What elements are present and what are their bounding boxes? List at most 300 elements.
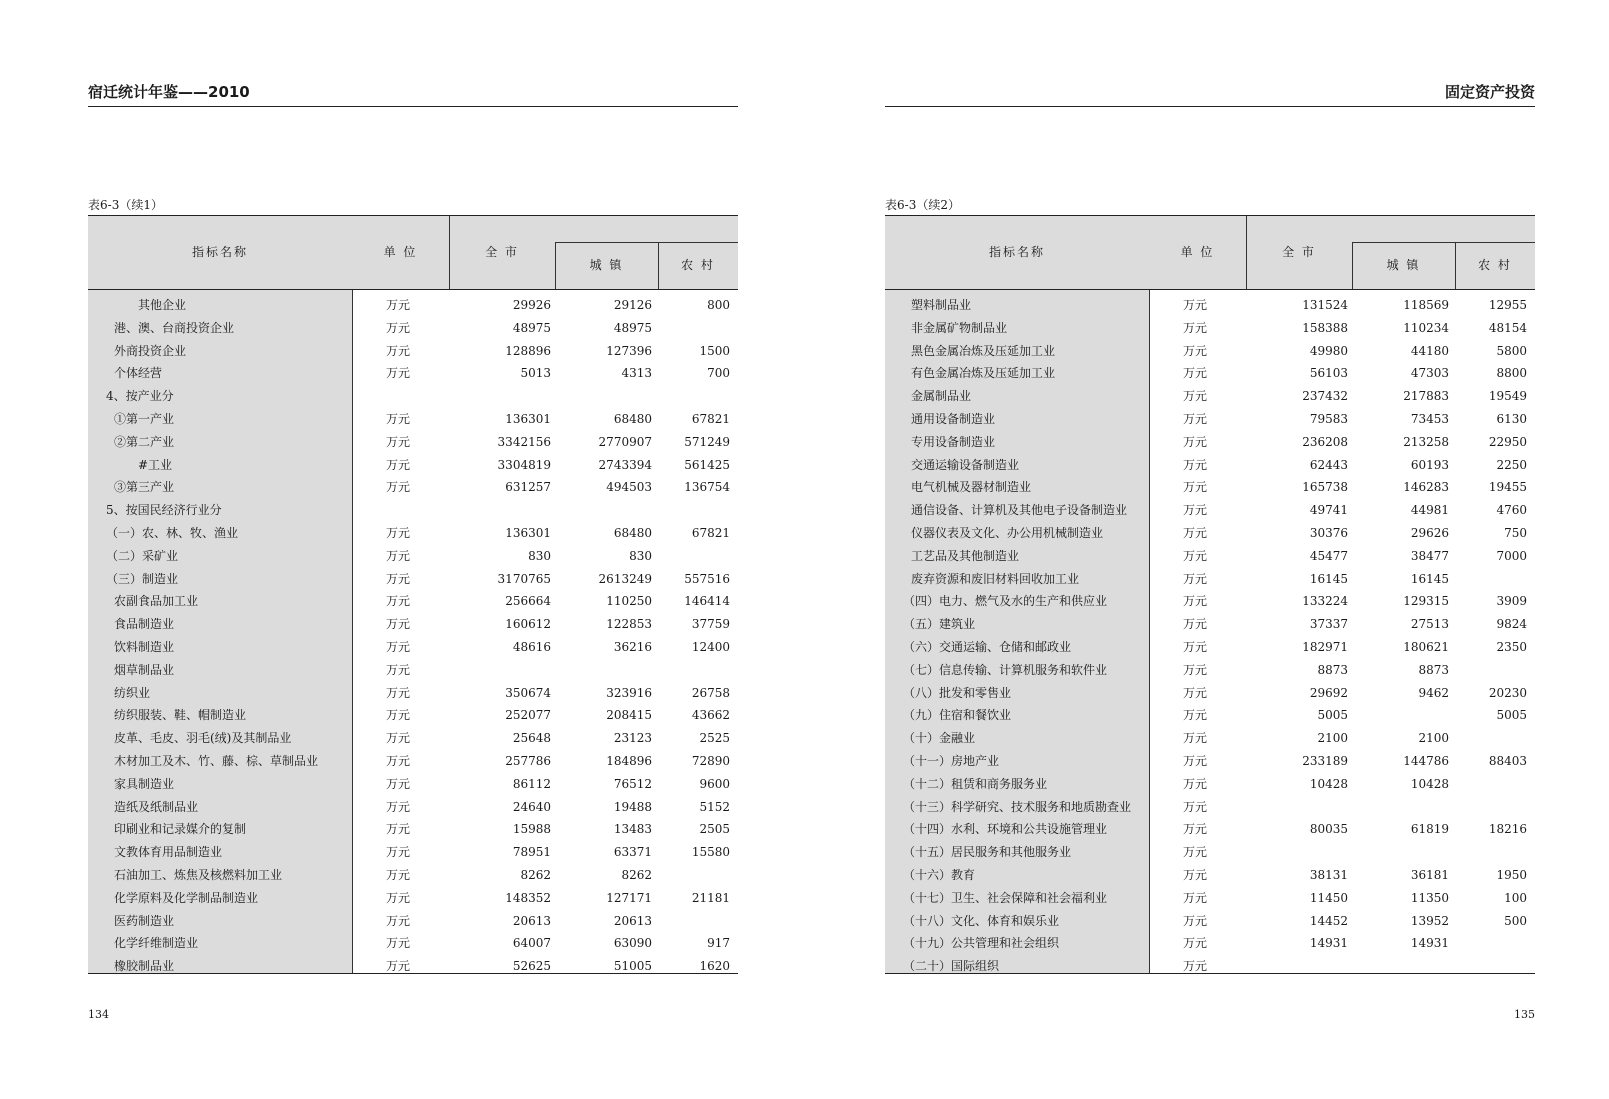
row-name: 4、按产业分 bbox=[106, 389, 174, 404]
row-total: 252077 bbox=[505, 708, 551, 723]
row-rural: 88403 bbox=[1488, 754, 1527, 768]
right-table-label: 表6-3（续2） bbox=[885, 198, 960, 212]
row-urban: 127171 bbox=[606, 890, 652, 905]
row-name: （十五）居民服务和其他服务业 bbox=[903, 845, 1072, 860]
table-row bbox=[885, 659, 1535, 682]
row-name: （二）采矿业 bbox=[106, 548, 179, 563]
right-page bbox=[885, 0, 1535, 1099]
row-name: 纺织服装、鞋、帽制造业 bbox=[114, 708, 247, 723]
row-name: 造纸及纸制品业 bbox=[114, 799, 199, 814]
table-row bbox=[88, 613, 738, 636]
row-total: 160612 bbox=[505, 617, 551, 632]
row-urban: 184896 bbox=[606, 754, 652, 768]
table-header bbox=[88, 216, 738, 290]
row-urban: 68480 bbox=[613, 412, 652, 426]
row-urban: 23123 bbox=[613, 731, 652, 746]
row-total: 3342156 bbox=[497, 434, 551, 449]
row-unit: 万元 bbox=[386, 343, 411, 358]
row-unit: 万元 bbox=[386, 959, 411, 974]
table-row bbox=[885, 385, 1535, 408]
row-total: 86112 bbox=[512, 776, 551, 791]
row-urban: 51005 bbox=[613, 959, 652, 974]
row-total: 136301 bbox=[505, 412, 551, 426]
row-urban: 2770907 bbox=[598, 434, 652, 449]
table-row bbox=[885, 910, 1535, 933]
row-rural: 700 bbox=[707, 366, 730, 381]
row-urban: 36181 bbox=[1410, 868, 1449, 882]
row-unit: 万元 bbox=[386, 754, 411, 768]
row-rural: 5800 bbox=[1496, 343, 1527, 358]
row-total: 5005 bbox=[1317, 708, 1348, 723]
row-urban: 19488 bbox=[613, 799, 652, 814]
row-total: 16145 bbox=[1309, 571, 1348, 586]
row-name: （六）交通运输、仓储和邮政业 bbox=[903, 640, 1072, 654]
row-unit: 万元 bbox=[1183, 457, 1208, 472]
row-unit: 万元 bbox=[386, 640, 411, 654]
row-urban: 146283 bbox=[1403, 480, 1449, 495]
row-urban: 110234 bbox=[1403, 320, 1449, 335]
row-name: 金属制品业 bbox=[911, 389, 972, 404]
header-name: 指标名称 bbox=[191, 245, 248, 259]
row-rural: 1950 bbox=[1496, 868, 1527, 882]
table-row bbox=[88, 476, 738, 499]
row-total: 133224 bbox=[1302, 594, 1348, 609]
row-urban: 36216 bbox=[613, 640, 652, 654]
row-urban: 830 bbox=[629, 548, 652, 563]
row-name: 农副食品加工业 bbox=[114, 594, 199, 609]
row-name: 化学原料及化学制品制造业 bbox=[114, 890, 259, 905]
row-name: 医药制造业 bbox=[114, 913, 175, 928]
header-urban: 城 镇 bbox=[1386, 258, 1421, 272]
row-total: 236208 bbox=[1302, 434, 1348, 449]
row-total: 11450 bbox=[1309, 890, 1348, 905]
row-name: 印刷业和记录媒介的复制 bbox=[114, 822, 247, 837]
row-name: 纺织业 bbox=[114, 685, 151, 700]
row-rural: 1500 bbox=[699, 343, 730, 358]
row-urban: 2613249 bbox=[598, 571, 652, 586]
row-rural: 9824 bbox=[1496, 617, 1527, 632]
row-rural: 557516 bbox=[684, 571, 730, 586]
row-total: 52625 bbox=[512, 959, 551, 974]
table-row bbox=[885, 932, 1535, 955]
row-rural: 12400 bbox=[691, 640, 730, 654]
row-unit: 万元 bbox=[386, 776, 411, 791]
row-name: （十二）租赁和商务服务业 bbox=[903, 776, 1048, 791]
row-rural: 19455 bbox=[1488, 480, 1527, 495]
table-row bbox=[885, 294, 1535, 317]
row-name: 皮革、毛皮、羽毛(绒)及其制品业 bbox=[114, 731, 292, 746]
header-unit: 单 位 bbox=[383, 245, 418, 259]
row-total: 182971 bbox=[1302, 640, 1348, 654]
table-row bbox=[88, 682, 738, 705]
row-unit: 万元 bbox=[1183, 412, 1208, 426]
row-total: 64007 bbox=[512, 936, 551, 951]
row-total: 49980 bbox=[1309, 343, 1348, 358]
row-rural: 72890 bbox=[691, 754, 730, 768]
row-name: 交通运输设备制造业 bbox=[911, 457, 1020, 472]
table-row bbox=[885, 362, 1535, 385]
row-total: 830 bbox=[528, 548, 551, 563]
row-unit: 万元 bbox=[1183, 799, 1208, 814]
row-urban: 129315 bbox=[1403, 594, 1449, 609]
row-unit: 万元 bbox=[1183, 503, 1208, 518]
row-rural: 67821 bbox=[691, 526, 730, 540]
table-header bbox=[885, 216, 1535, 290]
row-rural: 5152 bbox=[699, 799, 730, 814]
row-unit: 万元 bbox=[386, 526, 411, 540]
row-unit: 万元 bbox=[386, 298, 411, 312]
table-row bbox=[885, 818, 1535, 841]
left-page-header bbox=[88, 82, 738, 107]
right-page-header bbox=[885, 82, 1535, 107]
table-row bbox=[88, 704, 738, 727]
row-name: ②第二产业 bbox=[114, 434, 175, 449]
table-row bbox=[88, 362, 738, 385]
row-total: 14931 bbox=[1309, 936, 1348, 951]
table-row bbox=[88, 955, 738, 978]
row-urban: 47303 bbox=[1410, 366, 1449, 381]
row-urban: 122853 bbox=[606, 617, 652, 632]
row-unit: 万元 bbox=[1183, 343, 1208, 358]
row-unit: 万元 bbox=[1183, 685, 1208, 700]
table-row bbox=[88, 590, 738, 613]
row-unit: 万元 bbox=[1183, 754, 1208, 768]
row-urban: 20613 bbox=[613, 913, 652, 928]
row-total: 48616 bbox=[512, 640, 551, 654]
row-rural: 6130 bbox=[1496, 412, 1527, 426]
row-rural: 8800 bbox=[1496, 366, 1527, 381]
table-row bbox=[88, 932, 738, 955]
table-row bbox=[88, 796, 738, 819]
table-row bbox=[885, 773, 1535, 796]
row-name: （十六）教育 bbox=[903, 868, 976, 882]
row-unit: 万元 bbox=[386, 457, 411, 472]
row-total: 128896 bbox=[505, 343, 551, 358]
row-name: 烟草制品业 bbox=[114, 662, 175, 677]
row-name: （三）制造业 bbox=[106, 571, 179, 586]
row-urban: 44981 bbox=[1410, 503, 1449, 518]
row-rural: 917 bbox=[707, 936, 730, 951]
row-unit: 万元 bbox=[386, 685, 411, 700]
row-unit: 万元 bbox=[1183, 890, 1208, 905]
row-unit: 万元 bbox=[386, 731, 411, 746]
row-rural: 750 bbox=[1504, 526, 1527, 540]
row-rural: 1620 bbox=[699, 959, 730, 974]
row-name: 家具制造业 bbox=[114, 776, 175, 791]
row-total: 158388 bbox=[1302, 320, 1348, 335]
row-rural: 4760 bbox=[1496, 503, 1527, 518]
table-row bbox=[88, 294, 738, 317]
row-name: 橡胶制品业 bbox=[114, 959, 175, 974]
row-name: （十三）科学研究、技术服务和地质勘查业 bbox=[903, 799, 1132, 814]
row-unit: 万元 bbox=[1183, 731, 1208, 746]
row-unit: 万元 bbox=[386, 708, 411, 723]
row-unit: 万元 bbox=[386, 548, 411, 563]
row-urban: 127396 bbox=[606, 343, 652, 358]
row-total: 80035 bbox=[1309, 822, 1348, 837]
row-unit: 万元 bbox=[386, 412, 411, 426]
table-row bbox=[88, 385, 738, 408]
header-total: 全 市 bbox=[1282, 245, 1316, 259]
row-total: 257786 bbox=[505, 754, 551, 768]
row-total: 49741 bbox=[1309, 503, 1348, 518]
row-urban: 60193 bbox=[1410, 457, 1449, 472]
row-unit: 万元 bbox=[1183, 708, 1208, 723]
row-name: （十四）水利、环境和公共设施管理业 bbox=[903, 822, 1108, 837]
table-row bbox=[88, 727, 738, 750]
row-unit: 万元 bbox=[1183, 822, 1208, 837]
row-rural: 561425 bbox=[684, 457, 730, 472]
row-unit: 万元 bbox=[1183, 913, 1208, 928]
row-urban: 10428 bbox=[1410, 776, 1449, 791]
row-total: 165738 bbox=[1302, 480, 1348, 495]
row-urban: 13952 bbox=[1410, 913, 1449, 928]
row-unit: 万元 bbox=[386, 845, 411, 860]
row-unit: 万元 bbox=[1183, 434, 1208, 449]
row-unit: 万元 bbox=[386, 320, 411, 335]
row-total: 62443 bbox=[1309, 457, 1348, 472]
row-unit: 万元 bbox=[386, 822, 411, 837]
row-total: 14452 bbox=[1309, 913, 1348, 928]
row-total: 5013 bbox=[520, 366, 551, 381]
row-rural: 7000 bbox=[1496, 548, 1527, 563]
row-urban: 76512 bbox=[613, 776, 652, 791]
row-name: 通用设备制造业 bbox=[911, 412, 996, 426]
table-row bbox=[88, 910, 738, 933]
row-urban: 44180 bbox=[1410, 343, 1449, 358]
row-urban: 38477 bbox=[1410, 548, 1449, 563]
row-name: （八）批发和零售业 bbox=[903, 685, 1012, 700]
row-urban: 180621 bbox=[1403, 640, 1449, 654]
row-unit: 万元 bbox=[386, 913, 411, 928]
row-urban: 213258 bbox=[1403, 434, 1449, 449]
row-name: （四）电力、燃气及水的生产和供应业 bbox=[903, 594, 1108, 609]
row-urban: 8873 bbox=[1418, 662, 1449, 677]
row-rural: 26758 bbox=[691, 685, 730, 700]
table-row bbox=[88, 659, 738, 682]
row-name: （五）建筑业 bbox=[903, 617, 976, 632]
row-name: 工艺品及其他制造业 bbox=[911, 548, 1020, 563]
row-total: 24640 bbox=[512, 799, 551, 814]
row-total: 2100 bbox=[1317, 731, 1348, 746]
row-name: 仪器仪表及文化、办公用机械制造业 bbox=[911, 526, 1104, 540]
table-row bbox=[885, 431, 1535, 454]
row-unit: 万元 bbox=[386, 571, 411, 586]
row-urban: 2743394 bbox=[598, 457, 652, 472]
row-unit: 万元 bbox=[386, 617, 411, 632]
row-name: 有色金属冶炼及压延加工业 bbox=[911, 366, 1056, 381]
row-urban: 27513 bbox=[1410, 617, 1449, 632]
table-row bbox=[885, 864, 1535, 887]
row-name: （九）住宿和餐饮业 bbox=[903, 708, 1012, 723]
header-total: 全 市 bbox=[485, 245, 519, 259]
row-urban: 13483 bbox=[613, 822, 652, 837]
row-total: 256664 bbox=[505, 594, 551, 609]
yearbook-title: 宿迁统计年鉴——2010 bbox=[88, 83, 250, 101]
left-data-table bbox=[88, 215, 738, 974]
row-name: （二十）国际组织 bbox=[903, 959, 1000, 974]
row-total: 20613 bbox=[512, 913, 551, 928]
row-urban: 73453 bbox=[1410, 412, 1449, 426]
table-row bbox=[885, 340, 1535, 363]
row-total: 25648 bbox=[512, 731, 551, 746]
table-row bbox=[88, 408, 738, 431]
row-name: （十八）文化、体育和娱乐业 bbox=[903, 913, 1060, 928]
row-total: 631257 bbox=[505, 480, 551, 495]
table-row bbox=[885, 317, 1535, 340]
row-total: 15988 bbox=[512, 822, 551, 837]
row-name: （七）信息传输、计算机服务和软件业 bbox=[903, 662, 1108, 677]
row-unit: 万元 bbox=[1183, 936, 1208, 951]
table-row bbox=[88, 887, 738, 910]
row-urban: 217883 bbox=[1403, 389, 1449, 404]
row-rural: 21181 bbox=[691, 890, 730, 905]
row-unit: 万元 bbox=[1183, 571, 1208, 586]
row-urban: 29126 bbox=[613, 298, 652, 312]
table-row bbox=[885, 613, 1535, 636]
row-unit: 万元 bbox=[1183, 776, 1208, 791]
table-row bbox=[885, 704, 1535, 727]
row-total: 237432 bbox=[1302, 389, 1348, 404]
table-row bbox=[885, 841, 1535, 864]
header-urban: 城 镇 bbox=[589, 258, 624, 272]
row-unit: 万元 bbox=[386, 480, 411, 495]
row-total: 37337 bbox=[1309, 617, 1348, 632]
row-total: 79583 bbox=[1309, 412, 1348, 426]
row-rural: 15580 bbox=[691, 845, 730, 860]
row-name: 文教体育用品制造业 bbox=[114, 845, 223, 860]
row-total: 8262 bbox=[520, 868, 551, 882]
row-unit: 万元 bbox=[386, 890, 411, 905]
row-unit: 万元 bbox=[1183, 298, 1208, 312]
row-name: （十七）卫生、社会保障和社会福利业 bbox=[903, 890, 1108, 905]
row-name: 化学纤维制造业 bbox=[114, 936, 199, 951]
row-unit: 万元 bbox=[1183, 320, 1208, 335]
row-name: ③第三产业 bbox=[114, 480, 175, 495]
row-name: 非金属矿物制品业 bbox=[911, 320, 1008, 335]
row-name: （一）农、林、牧、渔业 bbox=[106, 526, 239, 540]
row-name: ①第一产业 bbox=[114, 412, 175, 426]
row-total: 3304819 bbox=[497, 457, 551, 472]
row-name: （十一）房地产业 bbox=[903, 754, 1000, 768]
table-row bbox=[885, 682, 1535, 705]
row-total: 29926 bbox=[512, 298, 551, 312]
row-unit: 万元 bbox=[1183, 959, 1208, 974]
row-name: （十九）公共管理和社会组织 bbox=[903, 936, 1060, 951]
row-rural: 3909 bbox=[1496, 594, 1527, 609]
row-unit: 万元 bbox=[1183, 548, 1208, 563]
table-row bbox=[885, 750, 1535, 773]
row-rural: 22950 bbox=[1488, 434, 1527, 449]
left-table-label: 表6-3（续1） bbox=[88, 198, 163, 212]
row-name: （十）金融业 bbox=[903, 731, 976, 746]
row-unit: 万元 bbox=[1183, 594, 1208, 609]
row-total: 3170765 bbox=[497, 571, 551, 586]
table-row bbox=[88, 545, 738, 568]
table-row bbox=[885, 955, 1535, 978]
row-unit: 万元 bbox=[386, 434, 411, 449]
table-row bbox=[885, 522, 1535, 545]
row-unit: 万元 bbox=[1183, 617, 1208, 632]
table-row bbox=[885, 408, 1535, 431]
table-row bbox=[885, 636, 1535, 659]
table-row bbox=[885, 454, 1535, 477]
table-row bbox=[885, 568, 1535, 591]
right-data-table bbox=[885, 215, 1535, 974]
row-total: 48975 bbox=[512, 320, 551, 335]
table-row bbox=[88, 636, 738, 659]
table-row bbox=[88, 818, 738, 841]
table-row bbox=[88, 773, 738, 796]
left-page-number: 134 bbox=[88, 1008, 109, 1021]
row-unit: 万元 bbox=[1183, 480, 1208, 495]
row-rural: 146414 bbox=[684, 594, 730, 609]
row-urban: 16145 bbox=[1410, 571, 1449, 586]
table-row bbox=[885, 796, 1535, 819]
header-rural: 农 村 bbox=[1478, 258, 1512, 272]
table-row bbox=[88, 522, 738, 545]
row-urban: 208415 bbox=[606, 708, 652, 723]
row-urban: 494503 bbox=[606, 480, 652, 495]
row-name: 木材加工及木、竹、藤、棕、草制品业 bbox=[114, 754, 319, 768]
chapter-title: 固定资产投资 bbox=[1444, 83, 1535, 101]
row-name: 石油加工、炼焦及核燃料加工业 bbox=[114, 868, 283, 882]
table-row bbox=[885, 590, 1535, 613]
row-name: 外商投资企业 bbox=[114, 343, 187, 358]
row-urban: 63371 bbox=[613, 845, 652, 860]
row-urban: 14931 bbox=[1410, 936, 1449, 951]
row-total: 29692 bbox=[1309, 685, 1348, 700]
row-rural: 800 bbox=[707, 298, 730, 312]
row-urban: 29626 bbox=[1410, 526, 1449, 540]
table-row bbox=[885, 499, 1535, 522]
row-unit: 万元 bbox=[386, 662, 411, 677]
row-urban: 8262 bbox=[621, 868, 652, 882]
table-row bbox=[88, 864, 738, 887]
row-rural: 571249 bbox=[684, 434, 730, 449]
table-row bbox=[88, 340, 738, 363]
row-unit: 万元 bbox=[1183, 389, 1208, 404]
right-page-number: 135 bbox=[1514, 1008, 1535, 1021]
row-total: 8873 bbox=[1317, 662, 1348, 677]
row-urban: 63090 bbox=[613, 936, 652, 951]
row-rural: 5005 bbox=[1496, 708, 1527, 723]
row-name: 电气机械及器材制造业 bbox=[911, 480, 1032, 495]
table-row bbox=[88, 317, 738, 340]
row-total: 56103 bbox=[1309, 366, 1348, 381]
row-rural: 19549 bbox=[1488, 389, 1527, 404]
row-unit: 万元 bbox=[386, 868, 411, 882]
row-total: 78951 bbox=[512, 845, 551, 860]
row-name: 专用设备制造业 bbox=[911, 434, 996, 449]
row-unit: 万元 bbox=[386, 799, 411, 814]
table-row bbox=[88, 454, 738, 477]
row-name: 废弃资源和废旧材料回收加工业 bbox=[911, 571, 1080, 586]
table-row bbox=[88, 750, 738, 773]
row-rural: 9600 bbox=[699, 776, 730, 791]
row-name: 其他企业 bbox=[138, 298, 187, 312]
row-unit: 万元 bbox=[386, 594, 411, 609]
row-name: 通信设备、计算机及其他电子设备制造业 bbox=[911, 503, 1128, 518]
table-row bbox=[88, 499, 738, 522]
header-name: 指标名称 bbox=[988, 245, 1045, 259]
row-total: 233189 bbox=[1302, 754, 1348, 768]
left-page bbox=[88, 0, 738, 1099]
row-total: 131524 bbox=[1302, 298, 1348, 312]
row-name: 食品制造业 bbox=[114, 617, 175, 632]
row-total: 45477 bbox=[1309, 548, 1348, 563]
row-urban: 4313 bbox=[621, 366, 652, 381]
